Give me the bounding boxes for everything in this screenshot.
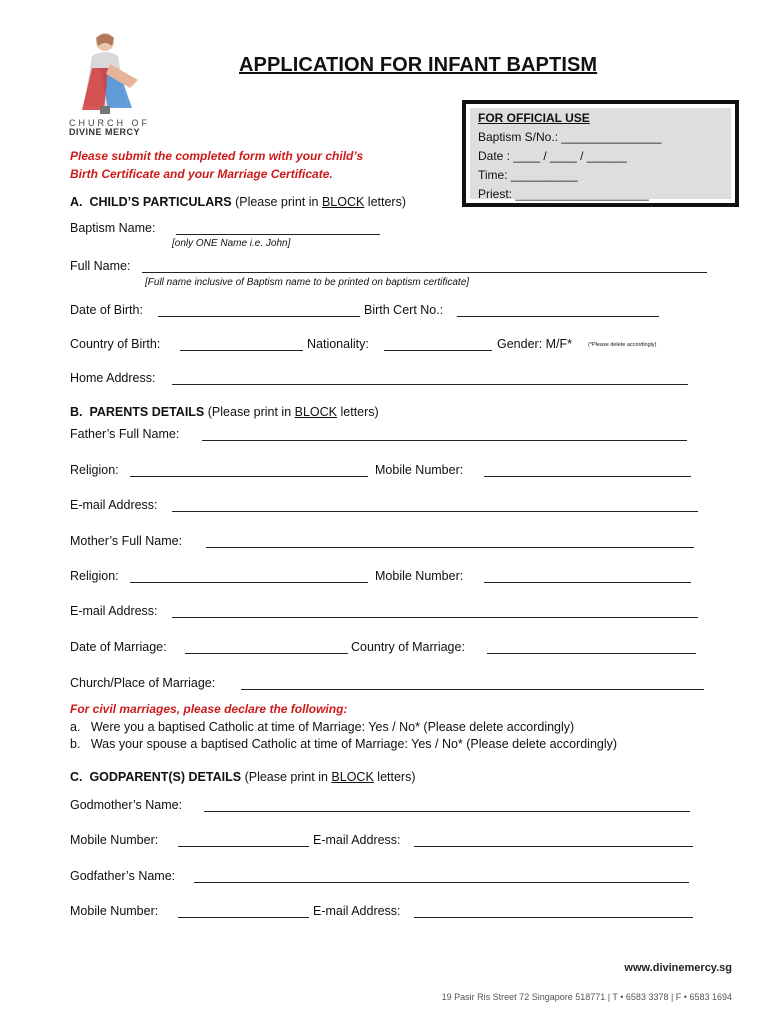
civil-item-a: a. Were you a baptised Catholic at time of Marriage: Yes / No* (Please delete accordingly) bbox=[70, 720, 575, 734]
mother-email-label: E-mail Address: bbox=[70, 604, 158, 618]
godmother-mobile-label: Mobile Number: bbox=[70, 833, 159, 847]
official-serial: Baptism S/No.: _______________ bbox=[478, 130, 662, 144]
page-title: APPLICATION FOR INFANT BAPTISM bbox=[239, 54, 598, 76]
father-name-label: Father’s Full Name: bbox=[70, 427, 180, 441]
father-email-field[interactable] bbox=[172, 511, 698, 512]
father-religion-label: Religion: bbox=[70, 463, 119, 477]
official-date: Date : ____ / ____ / ______ bbox=[478, 149, 627, 163]
official-heading: FOR OFFICIAL USE bbox=[478, 111, 590, 125]
baptism-name-label: Baptism Name: bbox=[70, 221, 156, 235]
godmother-mobile-field[interactable] bbox=[178, 846, 309, 847]
mother-name-label: Mother’s Full Name: bbox=[70, 534, 183, 548]
instruction-line2: Birth Certificate and your Marriage Certificate. bbox=[70, 167, 333, 181]
church-logo bbox=[70, 28, 150, 118]
section-b-heading: B. PARENTS DETAILS (Please print in BLOCK letters) bbox=[70, 405, 379, 419]
section-c-heading: C. GODPARENT(S) DETAILS (Please print in BLOCK letters) bbox=[70, 770, 416, 784]
father-email-label: E-mail Address: bbox=[70, 498, 158, 512]
godmother-name-label: Godmother’s Name: bbox=[70, 798, 183, 812]
country-birth-label: Country of Birth: bbox=[70, 337, 161, 351]
official-priest: Priest: ____________________ bbox=[478, 187, 649, 201]
nationality-field[interactable] bbox=[384, 350, 492, 351]
official-time: Time: __________ bbox=[478, 168, 578, 182]
godmother-name-field[interactable] bbox=[204, 811, 690, 812]
mother-email-field[interactable] bbox=[172, 617, 698, 618]
mother-religion-field[interactable] bbox=[130, 582, 368, 583]
date-marriage-field[interactable] bbox=[185, 653, 348, 654]
full-name-note: [Full name inclusive of Baptism name to be printed on baptism certificate] bbox=[145, 277, 470, 288]
date-marriage-label: Date of Marriage: bbox=[70, 640, 167, 654]
footer-url[interactable]: www.divinemercy.sg bbox=[624, 962, 732, 974]
church-marriage-field[interactable] bbox=[241, 689, 704, 690]
gender-note: (*Please delete accordingly) bbox=[588, 342, 657, 348]
mother-mobile-label: Mobile Number: bbox=[375, 569, 464, 583]
father-name-field[interactable] bbox=[202, 440, 687, 441]
full-name-field[interactable] bbox=[142, 272, 707, 273]
baptism-name-field[interactable] bbox=[176, 234, 380, 235]
civil-heading: For civil marriages, please declare the following: bbox=[70, 702, 348, 716]
divine-mercy-icon bbox=[70, 28, 150, 118]
godfather-email-field[interactable] bbox=[414, 917, 693, 918]
country-birth-field[interactable] bbox=[180, 350, 303, 351]
godfather-mobile-field[interactable] bbox=[178, 917, 309, 918]
godmother-email-field[interactable] bbox=[414, 846, 693, 847]
home-address-label: Home Address: bbox=[70, 371, 156, 385]
instruction-line1: Please submit the completed form with your child’s bbox=[70, 149, 364, 163]
baptism-name-note: [only ONE Name i.e. John] bbox=[172, 238, 291, 249]
logo-line2: DIVINE MERCY bbox=[69, 127, 141, 137]
birth-cert-field[interactable] bbox=[457, 316, 659, 317]
nationality-label: Nationality: bbox=[307, 337, 369, 351]
mother-mobile-field[interactable] bbox=[484, 582, 691, 583]
godfather-name-field[interactable] bbox=[194, 882, 689, 883]
birth-cert-label: Birth Cert No.: bbox=[364, 303, 444, 317]
godfather-email-label: E-mail Address: bbox=[313, 904, 401, 918]
godfather-name-label: Godfather’s Name: bbox=[70, 869, 176, 883]
mother-name-field[interactable] bbox=[206, 547, 694, 548]
dob-label: Date of Birth: bbox=[70, 303, 143, 317]
mother-religion-label: Religion: bbox=[70, 569, 119, 583]
official-use-box bbox=[462, 100, 739, 207]
dob-field[interactable] bbox=[158, 316, 360, 317]
godmother-email-label: E-mail Address: bbox=[313, 833, 401, 847]
section-a-heading: A. CHILD’S PARTICULARS (Please print in BLOCK letters) bbox=[70, 195, 407, 209]
country-marriage-field[interactable] bbox=[487, 653, 696, 654]
father-mobile-label: Mobile Number: bbox=[375, 463, 464, 477]
civil-item-b: b. Was your spouse a baptised Catholic at time of Marriage: Yes / No* (Please delete accordingly) bbox=[70, 737, 618, 751]
footer-address: 19 Pasir Ris Street 72 Singapore 518771 | T • 6583 3378 | F • 6583 1694 bbox=[441, 992, 732, 1002]
godfather-mobile-label: Mobile Number: bbox=[70, 904, 159, 918]
gender-label: Gender: M/F* bbox=[497, 337, 573, 351]
full-name-label: Full Name: bbox=[70, 259, 131, 273]
father-mobile-field[interactable] bbox=[484, 476, 691, 477]
logo-line1: CHURCH OF bbox=[69, 118, 150, 128]
home-address-field[interactable] bbox=[172, 384, 688, 385]
father-religion-field[interactable] bbox=[130, 476, 368, 477]
church-marriage-label: Church/Place of Marriage: bbox=[70, 676, 216, 690]
country-marriage-label: Country of Marriage: bbox=[351, 640, 465, 654]
